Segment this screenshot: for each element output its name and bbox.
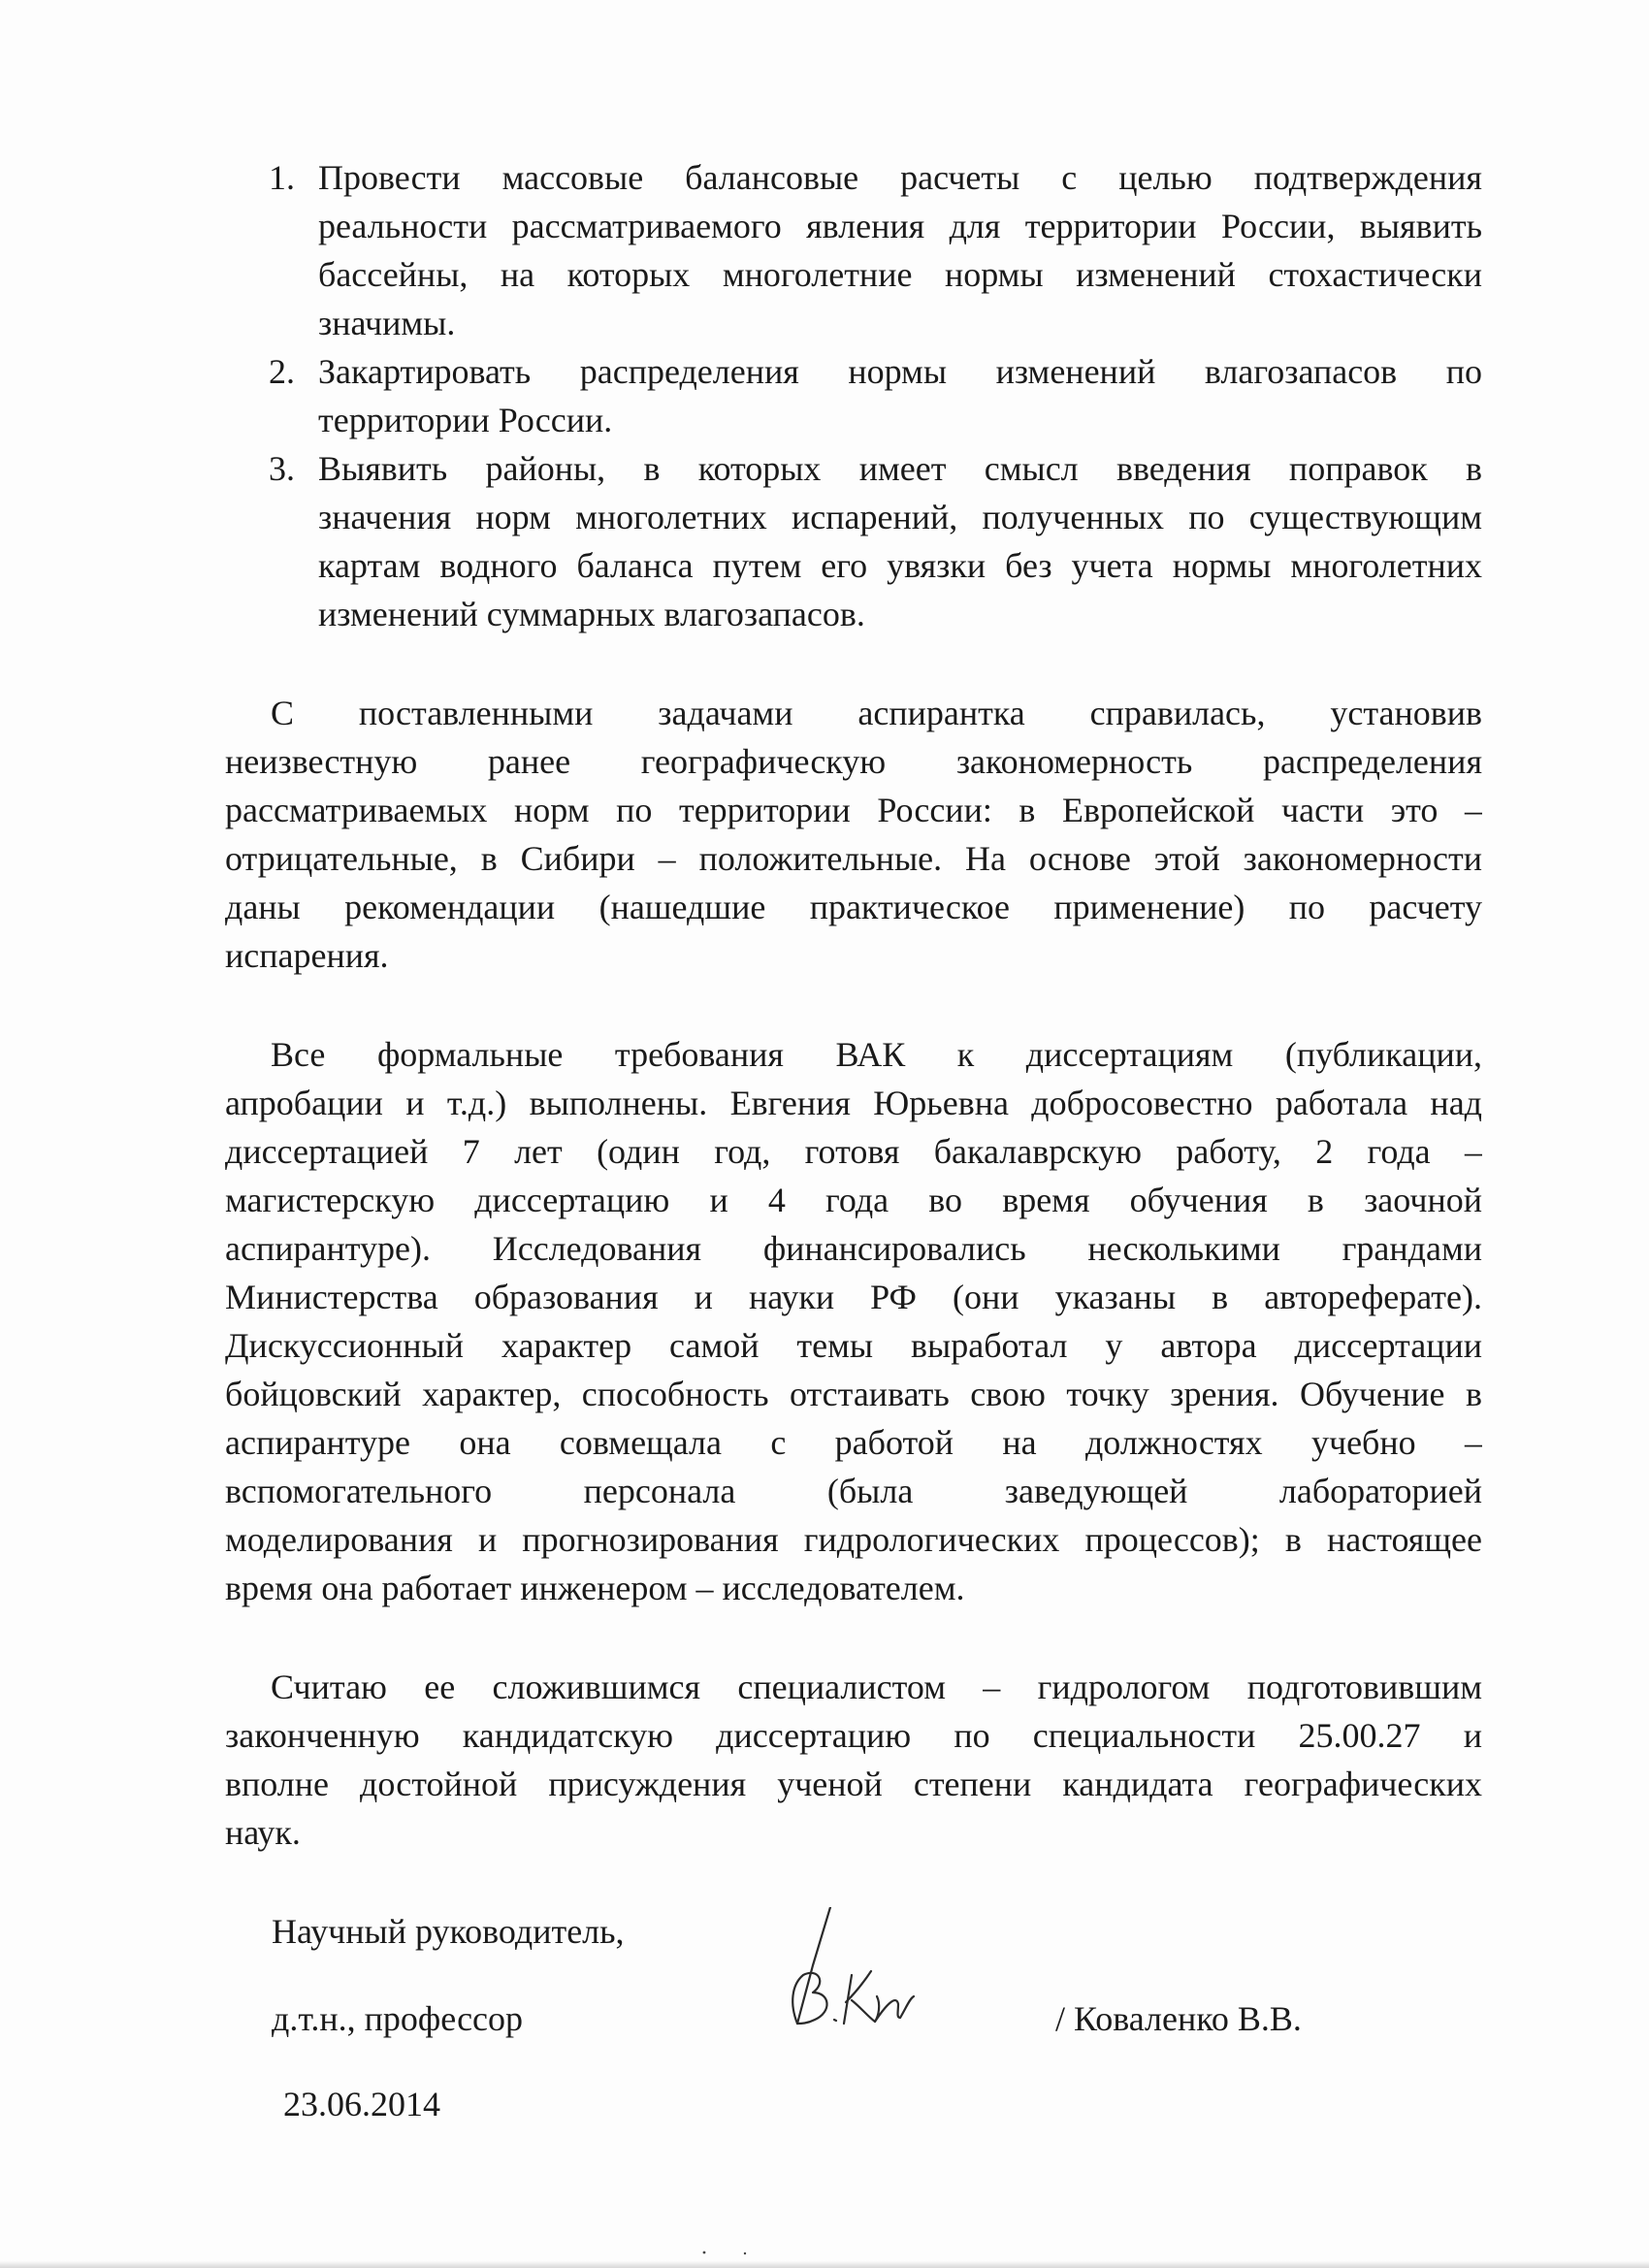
text-line: значимы.	[318, 304, 456, 342]
text-line: магистерскую диссертацию и 4 года во время обучения в заочной	[225, 1181, 1482, 1219]
text-line: изменений суммарных влагозапасов.	[318, 595, 865, 633]
text-line: вспомогательного персонала (была заведующей лабораторией	[225, 1472, 1482, 1510]
document-page	[225, 153, 1482, 2130]
text-line: аспирантуре она совмещала с работой на должностях учебно –	[225, 1423, 1482, 1462]
paragraph-conclusion	[225, 1663, 1482, 1857]
scan-specks	[698, 2249, 757, 2256]
text-line: С поставленными задачами аспирантка справилась, установив	[271, 694, 1482, 732]
text-line: наук.	[225, 1813, 301, 1852]
text-line: Все формальные требования ВАК к диссертациям (публикации,	[271, 1035, 1482, 1074]
list-item	[225, 153, 1482, 347]
text-line: неизвестную ранее географическую закономерность распределения	[225, 742, 1482, 781]
paragraph-requirements	[225, 1030, 1482, 1612]
text-line: Закартировать распределения нормы изменений влагозапасов по	[318, 352, 1482, 391]
text-line: значения норм многолетних испарений, полученных по существующим	[318, 498, 1482, 536]
text-line: бойцовский характер, способность отстаивать свою точку зрения. Обучение в	[225, 1375, 1482, 1413]
text-line: законченную кандидатскую диссертацию по специальности 25.00.27 и	[225, 1716, 1482, 1755]
text-line: даны рекомендации (нашедшие практическое применение) по расчету	[225, 888, 1482, 926]
list-item-number: 1.	[269, 158, 295, 197]
text-line: апробации и т.д.) выполнены. Евгения Юрьевна добросовестно работала над	[225, 1084, 1482, 1122]
list-item-number: 3.	[269, 449, 295, 488]
document-date: 23.06.2014	[283, 2085, 440, 2123]
handwritten-signature	[770, 1907, 964, 2053]
signer-role: Научный руководитель,	[272, 1912, 625, 1951]
text-line: картам водного баланса путем его увязки без учета нормы многолетних	[318, 546, 1482, 585]
signer-degree: д.т.н., профессор	[272, 1999, 524, 2038]
text-line: отрицательные, в Сибири – положительные. На основе этой закономерности	[225, 839, 1482, 878]
task-list	[225, 153, 1482, 638]
text-line: реальности рассматриваемого явления для территории России, выявить	[318, 207, 1482, 245]
text-line: время она работает инженером – исследователем.	[225, 1569, 965, 1607]
text-line: Провести массовые балансовые расчеты с целью подтверждения	[318, 158, 1482, 197]
text-line: Выявить районы, в которых имеет смысл введения поправок в	[318, 449, 1482, 488]
text-line: Дискуссионный характер самой темы выработал у автора диссертации	[225, 1326, 1482, 1365]
text-line: диссертацией 7 лет (один год, готовя бакалаврскую работу, 2 года –	[225, 1132, 1482, 1171]
scan-edge	[0, 2260, 1649, 2268]
signer-name: / Коваленко В.В.	[1055, 1999, 1302, 2038]
text-line: Считаю ее сложившимся специалистом – гидрологом подготовившим	[271, 1668, 1482, 1706]
text-line: испарения.	[225, 936, 389, 975]
list-item-number: 2.	[269, 352, 295, 391]
paragraph-result	[225, 689, 1482, 980]
text-line: аспирантуре). Исследования финансировались несколькими грандами	[225, 1229, 1482, 1268]
text-line: моделирования и прогнозирования гидрологических процессов); в настоящее	[225, 1520, 1482, 1559]
text-line: вполне достойной присуждения ученой степени кандидата географических	[225, 1765, 1482, 1803]
text-line: бассейны, на которых многолетние нормы изменений стохастически	[318, 255, 1482, 294]
list-item	[225, 444, 1482, 638]
list-item	[225, 347, 1482, 444]
text-line: рассматриваемых норм по территории России: в Европейской части это –	[225, 791, 1482, 829]
text-line: территории России.	[318, 401, 613, 439]
text-line: Министерства образования и науки РФ (они указаны в автореферате).	[225, 1278, 1482, 1316]
signature-block	[225, 1907, 1482, 2130]
